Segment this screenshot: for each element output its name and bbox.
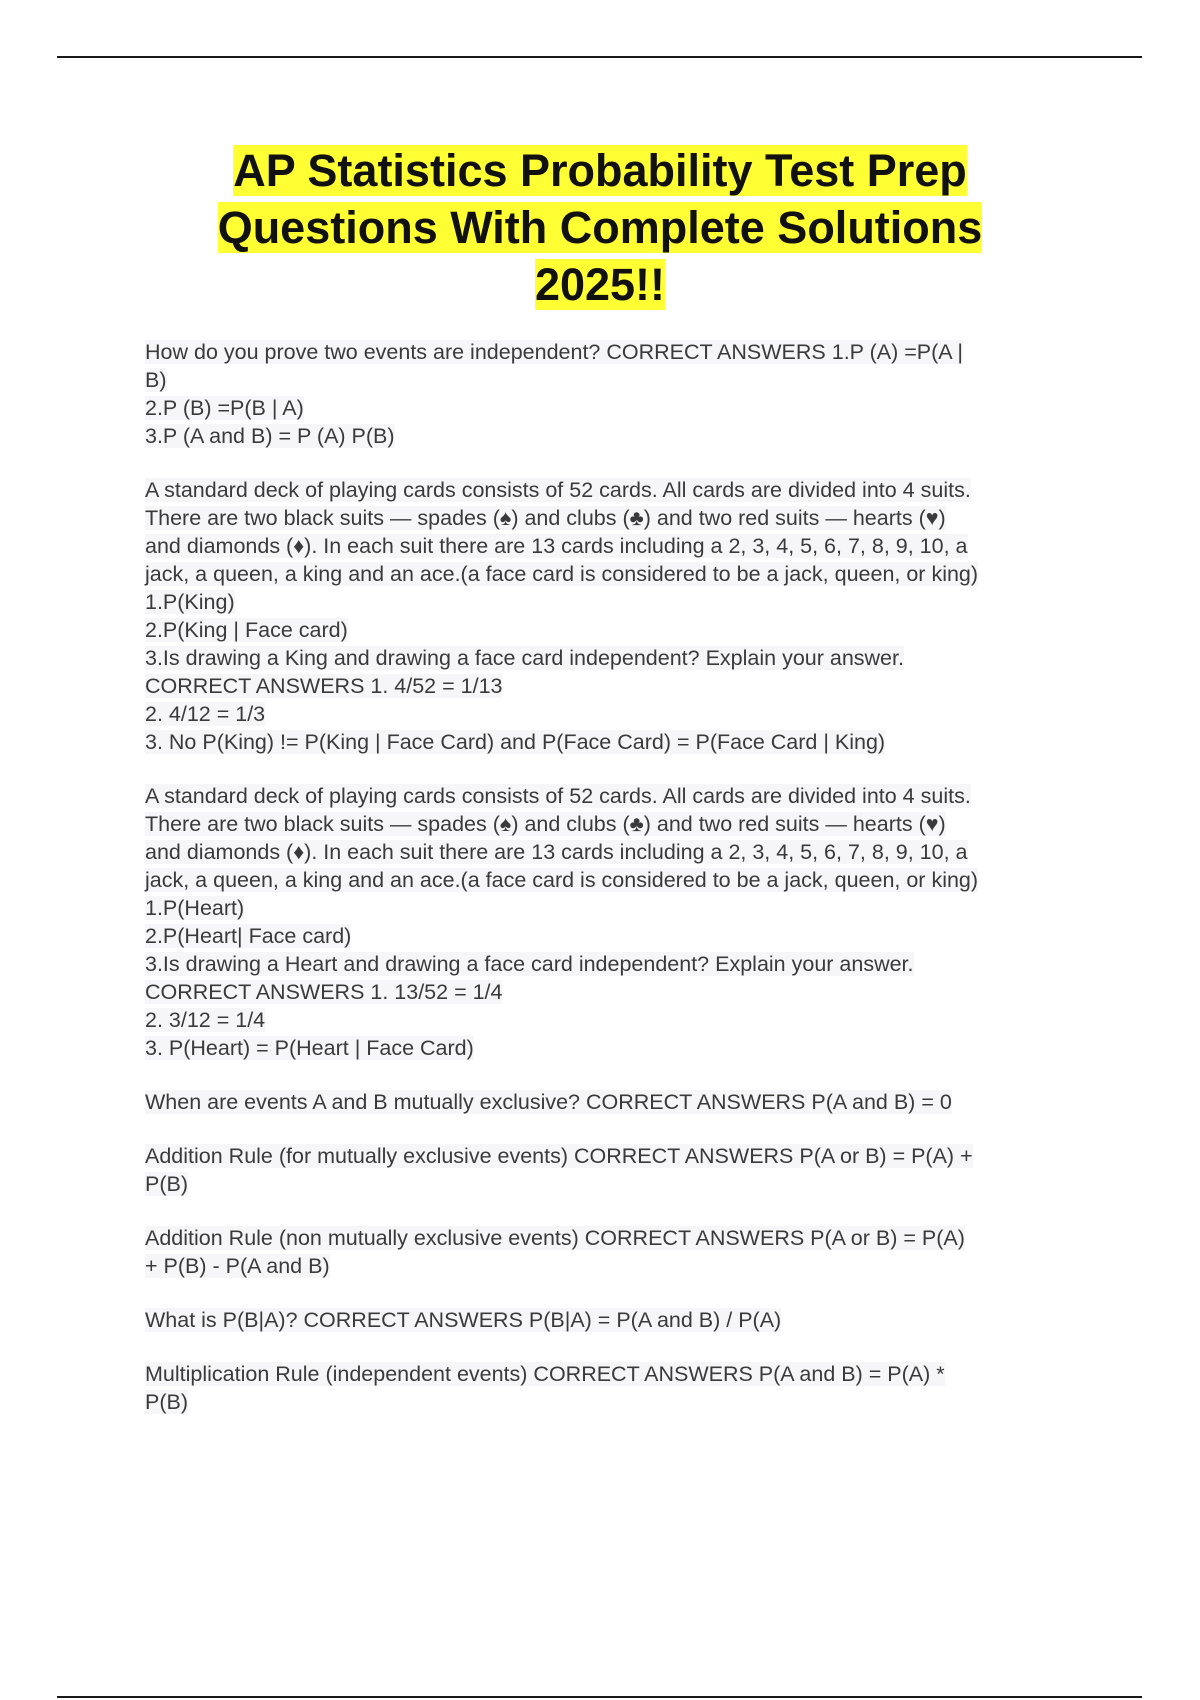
qa-line xyxy=(145,894,1085,922)
qa-line xyxy=(145,422,1085,450)
qa-line xyxy=(145,1088,1085,1116)
qa-line xyxy=(145,1360,1085,1388)
qa-text: There are two black suits — spades (♠) and clubs (♣) and two red suits — hearts (♥) xyxy=(145,812,946,836)
qa-text: 3.Is drawing a King and drawing a face card independent? Explain your answer. xyxy=(145,646,904,670)
qa-line xyxy=(145,1034,1085,1062)
qa-text: Multiplication Rule (independent events) CORRECT ANSWERS P(A and B) = P(A) * xyxy=(145,1362,945,1386)
qa-line xyxy=(145,978,1085,1006)
qa-text: 2. 3/12 = 1/4 xyxy=(145,1008,266,1032)
qa-line xyxy=(145,728,1085,756)
qa-line xyxy=(145,922,1085,950)
title-line: AP Statistics Probability Test Prep xyxy=(233,145,967,196)
qa-line xyxy=(145,1306,1085,1334)
qa-text: What is P(B|A)? CORRECT ANSWERS P(B|A) = P(A and B) / P(A) xyxy=(145,1308,782,1332)
qa-text: jack, a queen, a king and an ace.(a face card is considered to be a jack, queen, or king) xyxy=(145,562,979,586)
qa-text: B) xyxy=(145,368,167,392)
qa-entry xyxy=(145,782,1085,1062)
qa-text: Addition Rule (for mutually exclusive events) CORRECT ANSWERS P(A or B) = P(A) + xyxy=(145,1144,973,1168)
qa-line xyxy=(145,838,1085,866)
qa-line xyxy=(145,1170,1085,1198)
qa-entry xyxy=(145,1224,1085,1280)
qa-line xyxy=(145,616,1085,644)
qa-text: and diamonds (♦). In each suit there are 13 cards including a 2, 3, 4, 5, 6, 7, 8, 9, 10, a xyxy=(145,534,968,558)
qa-text: CORRECT ANSWERS 1. 4/52 = 1/13 xyxy=(145,674,503,698)
qa-text: 3. P(Heart) = P(Heart | Face Card) xyxy=(145,1036,474,1060)
qa-text: 2.P(Heart| Face card) xyxy=(145,924,352,948)
qa-text: P(B) xyxy=(145,1172,188,1196)
qa-line xyxy=(145,782,1085,810)
qa-entry xyxy=(145,1360,1085,1416)
bottom-rule xyxy=(57,1696,1142,1698)
qa-line xyxy=(145,394,1085,422)
title-line: 2025!! xyxy=(534,259,666,310)
qa-text: CORRECT ANSWERS 1. 13/52 = 1/4 xyxy=(145,980,503,1004)
qa-line xyxy=(145,700,1085,728)
qa-line xyxy=(145,338,1085,366)
qa-text: When are events A and B mutually exclusive? CORRECT ANSWERS P(A and B) = 0 xyxy=(145,1090,952,1114)
qa-entry xyxy=(145,338,1085,450)
qa-text: 2.P(King | Face card) xyxy=(145,618,348,642)
top-rule xyxy=(57,56,1142,58)
qa-text: There are two black suits — spades (♠) and clubs (♣) and two red suits — hearts (♥) xyxy=(145,506,946,530)
qa-text: 2.P (B) =P(B | A) xyxy=(145,396,304,420)
qa-text: jack, a queen, a king and an ace.(a face card is considered to be a jack, queen, or king) xyxy=(145,868,979,892)
qa-line xyxy=(145,366,1085,394)
qa-line xyxy=(145,476,1085,504)
qa-line xyxy=(145,672,1085,700)
qa-line xyxy=(145,644,1085,672)
qa-text: A standard deck of playing cards consists of 52 cards. All cards are divided into 4 suits. xyxy=(145,784,971,808)
qa-line xyxy=(145,950,1085,978)
qa-text: 1.P(King) xyxy=(145,590,235,614)
qa-line xyxy=(145,1006,1085,1034)
qa-text: 3.Is drawing a Heart and drawing a face card independent? Explain your answer. xyxy=(145,952,914,976)
qa-entry xyxy=(145,1088,1085,1116)
document-title xyxy=(100,142,1100,313)
qa-text: 3.P (A and B) = P (A) P(B) xyxy=(145,424,395,448)
qa-text: 2. 4/12 = 1/3 xyxy=(145,702,266,726)
qa-line xyxy=(145,1388,1085,1416)
qa-line xyxy=(145,866,1085,894)
qa-text: and diamonds (♦). In each suit there are 13 cards including a 2, 3, 4, 5, 6, 7, 8, 9, 10, a xyxy=(145,840,968,864)
qa-line xyxy=(145,588,1085,616)
qa-line xyxy=(145,1224,1085,1252)
qa-text: P(B) xyxy=(145,1390,188,1414)
qa-entry xyxy=(145,476,1085,756)
qa-entry xyxy=(145,1306,1085,1334)
qa-line xyxy=(145,1142,1085,1170)
qa-text: A standard deck of playing cards consists of 52 cards. All cards are divided into 4 suits. xyxy=(145,478,971,502)
qa-line xyxy=(145,810,1085,838)
qa-text: Addition Rule (non mutually exclusive events) CORRECT ANSWERS P(A or B) = P(A) xyxy=(145,1226,965,1250)
qa-text: 3. No P(King) != P(King | Face Card) and P(Face Card) = P(Face Card | King) xyxy=(145,730,886,754)
qa-entry xyxy=(145,1142,1085,1198)
qa-text: + P(B) - P(A and B) xyxy=(145,1254,330,1278)
qa-line xyxy=(145,504,1085,532)
qa-line xyxy=(145,560,1085,588)
qa-text: 1.P(Heart) xyxy=(145,896,245,920)
qa-text: How do you prove two events are independent? CORRECT ANSWERS 1.P (A) =P(A | xyxy=(145,340,963,364)
qa-line xyxy=(145,532,1085,560)
title-line: Questions With Complete Solutions xyxy=(217,202,983,253)
qa-list xyxy=(145,338,1085,1442)
qa-line xyxy=(145,1252,1085,1280)
